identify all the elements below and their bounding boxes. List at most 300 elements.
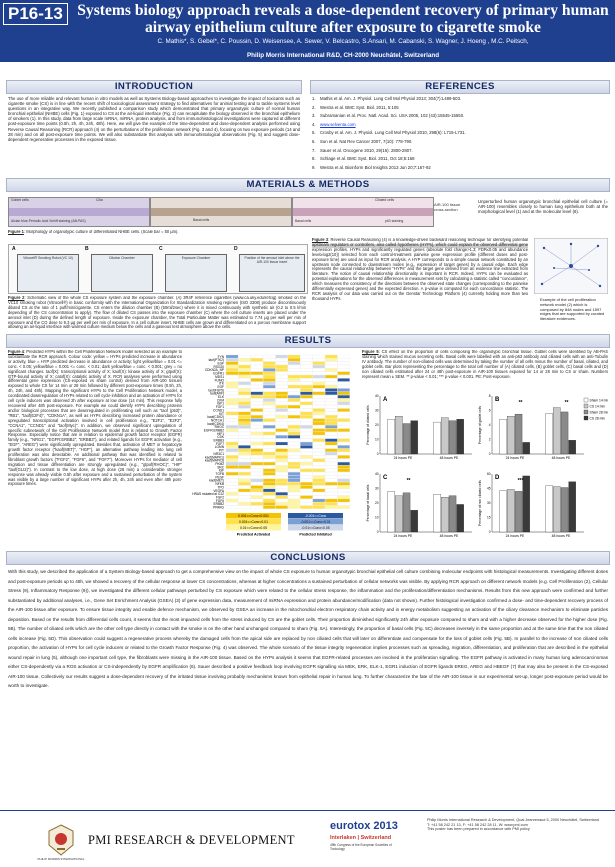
heatmap-cell [288,432,300,435]
heatmap-cell [325,375,337,378]
heatmap-cell [263,489,275,492]
aerosol-inlet-box [239,254,305,292]
heatmap-cell [338,462,350,465]
heatmap-cell [300,399,312,402]
reference-number: 5. [312,130,316,136]
chart-bar [546,413,553,454]
heatmap-cell [276,382,288,385]
heatmap-cell [276,486,288,489]
heatmap-cell [238,419,250,422]
heatmap-cell [276,372,288,375]
chart-x-tick: 24 hours PE [505,456,525,460]
reference-number: 7. [312,147,316,153]
heatmap-cell [338,395,350,398]
heatmap-row-label: RHOC [214,425,224,430]
chart-bar [395,496,402,532]
heatmap-cell [226,496,238,499]
heatmap-cell [313,388,325,391]
heatmap-cell [263,455,275,458]
heatmap-cell [263,465,275,468]
heatmap-cell [251,362,263,365]
heatmap-cell [300,472,312,475]
heatmap-cell [276,419,288,422]
chart-y-tick: 2 [488,437,491,442]
heatmap-cell [276,442,288,445]
panel-title: Dilution Chamber [109,256,135,260]
company-name: PMI RESEARCH & DEVELOPMENT [88,833,295,847]
chart-bar [395,416,402,454]
heatmap-cell [263,439,275,442]
heatmap-cell [325,449,337,452]
heatmap-cell [300,449,312,452]
eurotox-logo [330,818,406,858]
heatmap-cell [226,392,238,395]
chart-y-tick: 0 [376,452,379,457]
chart-x-tick: 24 hours PE [505,534,525,538]
heatmap-cell [288,405,300,408]
heatmap-cell [238,492,250,495]
chart-panel-label: A [383,397,388,403]
heatmap-cell [276,388,288,391]
reference-item [312,112,607,121]
reference-item[interactable] [312,121,607,130]
heatmap-cell [251,486,263,489]
heatmap-cell [263,459,275,462]
reference-number: 2. [312,104,316,110]
heatmap-cell [251,496,263,499]
chart-bar [569,440,576,454]
heatmap-cell [338,479,350,482]
heatmap-cell [325,482,337,485]
heatmap-cell [300,362,312,365]
heatmap-cell [226,362,238,365]
figure1-side-text: Unperturbed human organotypic bronchial epithelial cell culture (= AIR-100) resembles closely to human lung epithelium both at the morphological level (1) and at the molecular level (8). [478,199,608,215]
chart-x-tick: 48 hours PE [551,534,571,538]
heatmap-cell [325,496,337,499]
heatmap-cell [238,412,250,415]
heatmap-cell [300,432,312,435]
heatmap-cell [276,425,288,428]
legend-label: -0.001<=Conc [304,514,327,519]
conclusions-text: With this study, we described the application of a System Biology-based approach to get a comprehensive view on the impact of whole CS exposure to human organotypic bronchial epithelial cell culture combining molecular endpoints with histological measurements. Investigating different doses and post-exposure periods up to 48h, we showed a recovery of the cellular response at lower CS concentrations, whereas at higher concentrations a sustained perturbation of cellular networks was visible. By applying RCR approach on different network models (e.g. Cell Proliferation (2), Cellular Stress (9), Inflammatory Response (9)), we investigated the different cellular pathways perturbed by CS exposure which were related to the cellular stress response, the inflammation and the proliferation/differentiation mechanisms. Results from this new approach were confirmed and further substantiated by additional analyses, i.e., Gene Set Enrichment Analysis (GSEA) (3) of gene expression data, measurement of miRNA expression and protein abundance/modification (data not shown). Further histological investigation confirmed a dose- and time-dependent recovery process of the AIR-100 tissue after exposure. To ensure tissue integrity and enable defence mechanism, we observed by GSEA an increase in the mitochondrial electron respiratory chain activity and in energy metabolism suggesting an activation of the ciliary clearance mechanism to eliminate particles deposition. Based on the results from differential cells count, it seems that the most impacted cells from the stress induced by CS are the goblet cells. Their proportion diminished significantly 24h after exposure compared to sham and with a higher decrease observed for the higher dose (Fig. 5B). The number of ciliated cells which are the other cell type directly in contact with the smoke is on the other hand unchanged compared to sham (Fig. 5A). Interestingly, the proportion of basal cells (Fig. 5C) decreases inversely in the same proportion and at the same time that the non ciliated cells increase (Fig. 5D). This observation could suggest a regenerative process whereby the damaged cells from the apical side are replaced by non ciliated cells that will later on differentiate and compensate for the loss of goblet cells (Fig. 5B). In parallel to the increase of non ciliated cells proportion, the activation of HYPs for cell cycle inducers or related to the Growth Factor Response (Fig. 4) was observed. The whole scenario of the tissue integrity regeneration implies processes such as spreading, migration, differentiation, and proliferation that are described in the epithelial wound repair in lung (5), although one important cell type, the fibroblasts were missing in the AIR-100 tissue. Based on the HYPs analysis it seems that EGFR-related processes are involved in the proliferation signalling. The EGFR pathway is activated in many human lung adenocarcinomas either CS-dependently via a ROS activation or CS-independently by EGFR amplification (6). Sauer described a positive feedback loop involving EGFR signalling via MEK, ERK, ELK-1, EGR1 induction of EGFR ligands EREG, AREG and HBEGF (7) that may also be present in the CS-exposed AIR-100 tissue. Collectively our results suggest a dose-dependent recovery of the irritated tissue involving probably mechanisms known from epithelial repair in human lung. To further characterize the fate of the AIR-100 tissue in our experimental set-up, longer post-exposure period would be worth to investigate. [8,569,608,688]
figure5-charts [362,390,608,544]
heatmap-cell [226,499,238,502]
heatmap-cell [325,435,337,438]
heatmap-cell [313,412,325,415]
heatmap-cell [263,382,275,385]
chart-panel-label: C [383,475,388,481]
heatmap-cell [325,365,337,368]
heatmap-cell [226,472,238,475]
chart-y-tick: 15 [486,515,491,520]
chart-bar [403,424,410,454]
heatmap-cell [338,486,350,489]
heatmap-cell [238,392,250,395]
heatmap-cell [288,375,300,378]
heatmap-cell [338,496,350,499]
heatmap-cell [288,395,300,398]
heatmap-cell [325,459,337,462]
heatmap-cell [313,355,325,358]
heatmap-cell [325,476,337,479]
chart-legend-swatch [584,404,588,408]
heatmap-cell [300,402,312,405]
heatmap-cell [263,476,275,479]
heatmap-cell [313,486,325,489]
heatmap-cell [300,358,312,361]
panel-label: D [234,246,238,252]
heatmap-cell [288,358,300,361]
legend-label: 0.01<=Conc<0.05 [239,526,268,531]
heatmap-row-label: HRAS mutated at G12 [192,492,224,497]
heatmap-cell [251,382,263,385]
smoking-robot-box [17,254,79,292]
chart-x-tick: 48 hours PE [551,456,571,460]
heatmap-cell [226,415,238,418]
chart-y-label: Percentage of goblet cells [478,406,482,444]
heatmap-cell [251,399,263,402]
heatmap-cell [325,355,337,358]
heatmap-cell [263,415,275,418]
heatmap-cell [263,445,275,448]
poster-header [0,0,615,62]
heatmap-row-label: EGF [217,361,224,366]
heatmap-cell [263,502,275,505]
heatmap-cell [238,399,250,402]
heatmap-cell [251,432,263,435]
heatmap-row-label: CDK [217,435,224,440]
chart-bar [411,510,418,532]
heatmap-cell [338,435,350,438]
heatmap-cell [226,455,238,458]
heatmap-cell [313,439,325,442]
heatmap-cell [338,455,350,458]
reference-text: Sauer et al. Oncogene 2010, 29(16): 2800-2807. [320,147,413,153]
heatmap-cell [288,449,300,452]
heatmap-cell [251,358,263,361]
heatmap-cell [226,459,238,462]
figure2-caption: Figure 2: Schematic view of the whole CS exposure system and the exposure chamber. (A) 3R4F reference cigarettes (www.ca.uky.edu/refcig) smoked on the VC10 smoking robot (Vitrocell®) in basic conformity with the International Organization for Standardization smoking regimen (ISO 3308) produce discontinuously diluted CS at the rate of 1 puff/min/cigarette. CS enters the dilution chamber (B) (50ml/2sec) where it is mixed continuously with synthetic air (0.2 to 0.5 l/min depending of the CS concentration to apply). The flow of diluted CS passes into the exposure chamber (C) where the cell culture inserts are placed under the aerosol inlet (D) during the defined length of exposure. Inside the exposure chamber, the Total Particulate Matter was estimated to 7.74 µg per well per min of exposure and the CO dose to 9.3 µg per well per min of exposure. In a cell culture insert, NHBE cells are grown and differentiated on a porous membrane support allowing an air-liquid interface with warmed culture medium below the cells and a gaseous test atmosphere above the cells. [8,296,306,330]
heatmap-cell [338,482,350,485]
figure2-schematic [8,244,308,294]
network-model-thumbnail [534,238,608,294]
heatmap-cell [288,489,300,492]
reference-link[interactable]: www.selventa.com [320,121,356,127]
heatmap-row-label: taof(ARF) [210,391,224,396]
heatmap-row-label: NFKB [215,482,224,487]
legend-label: -0.01<=Conc<0.05 [301,526,330,531]
heatmap-row-label: FYN [217,354,224,359]
heatmap-cell [238,442,250,445]
heatmap-cell [325,425,337,428]
micrograph-label: p63 staining [385,219,404,223]
heatmap-cell [313,465,325,468]
heatmap-cell [238,425,250,428]
heatmap-cell [226,435,238,438]
heatmap-cell [313,482,325,485]
heatmap-cell [238,499,250,502]
heatmap-cell [276,412,288,415]
heatmap-cell [325,422,337,425]
heatmap-cell [325,465,337,468]
heatmap-cell [325,402,337,405]
heatmap-cell [276,385,288,388]
heatmap-cell [238,449,250,452]
heatmap-cell [325,502,337,505]
chart-y-tick: 45 [486,486,491,491]
heatmap-cell [288,442,300,445]
heatmap-cell [338,388,350,391]
heatmap-cell [313,445,325,448]
heatmap-cell [338,442,350,445]
heatmap-cell [226,492,238,495]
heatmap-cell [251,365,263,368]
heatmap-cell [238,459,250,462]
heatmap-cell [313,382,325,385]
heatmap-cell [263,412,275,415]
heatmap-cell [300,368,312,371]
heatmap-cell [238,382,250,385]
heatmap-cell [338,452,350,455]
heatmap-cell [288,409,300,412]
contact-info: Philip Morris International Research & Development, Quai Jeanrenaud 5, 2000 Neuchâtel, Switzerland T: +41 58 242 21 13, F: +41 58 242 28 11, W: www.pmi.com This poster has been prepared in accordance with PMI policy [427,818,600,831]
heatmap-cell [263,368,275,371]
heatmap-cell [276,409,288,412]
heatmap-row-label: EGF [217,384,224,389]
heatmap-row-label: FGF6 [215,498,224,503]
heatmap-cell [263,362,275,365]
heatmap-cell [313,425,325,428]
heatmap-cell [338,365,350,368]
heatmap-cell [263,388,275,391]
heatmap-row-label: CCND1 [213,408,224,413]
heatmap-cell [300,409,312,412]
heatmap-cell [313,449,325,452]
heatmap-cell [338,506,350,509]
heatmap-cell [300,459,312,462]
heatmap-cell [313,506,325,509]
heatmap-cell [276,422,288,425]
heatmap-cell [263,435,275,438]
heatmap-cell [251,405,263,408]
chart-bar [523,442,530,454]
heatmap-cell [300,479,312,482]
heatmap-cell [338,362,350,365]
heatmap-cell [251,392,263,395]
heatmap-cell [238,435,250,438]
heatmap-row-label: EGFR:ERBB2 [203,428,224,433]
heatmap-cell [263,496,275,499]
heatmap-cell [288,506,300,509]
heatmap-cell [288,455,300,458]
heatmap-cell [300,419,312,422]
heatmap-cell [338,422,350,425]
heatmap-cell [288,469,300,472]
heatmap-row-label: FGF1 [215,405,224,410]
chart-y-tick: 40 [374,472,379,477]
heatmap-cell [251,395,263,398]
heatmap-cell [263,395,275,398]
heatmap-cell [251,402,263,405]
heatmap-cell [288,419,300,422]
heatmap-cell [338,412,350,415]
heatmap-cell [313,362,325,365]
dilution-chamber-box [91,254,153,292]
heatmap-cell [251,469,263,472]
heatmap-cell [288,486,300,489]
heatmap-row-label: taof(PTK2) [208,358,224,363]
event-location: Interlaken | Switzerland [330,835,392,841]
heatmap-cell [263,469,275,472]
heatmap-cell [300,422,312,425]
heatmap-cell [288,439,300,442]
heatmap-cell [313,385,325,388]
heatmap-cell [300,375,312,378]
heatmap-cell [338,375,350,378]
author-list: C. Mathis*, S. Gebel*, C. Poussin, D. Weisensee, A. Sewer, V. Belcastro, S.Ansari, M. Cabanski, S. Wagner, J. Hoeng , M.C. Peitsch, [157,38,529,45]
heatmap-cell [300,382,312,385]
panel-title: Vitrocell® Smoking Robot (VC 10) [23,256,73,260]
heatmap-cell [313,405,325,408]
heatmap-cell [251,409,263,412]
heatmap-cell [251,385,263,388]
heatmap-cell [313,462,325,465]
heatmap-row-label: FGF2 [215,495,224,500]
heatmap-cell [251,442,263,445]
chart-bar [441,418,448,454]
heatmap-cell [313,502,325,505]
legend-label: 0.001<=Conc<0.001 [238,514,269,519]
heatmap-cell [226,462,238,465]
heatmap-cell [226,355,238,358]
chart-bar [569,482,576,532]
heatmap-cell [313,489,325,492]
panel-title: Exposure Chamber [181,256,211,260]
heatmap-row-label: kaof(CDK2) [207,415,224,420]
heatmap-cell [288,382,300,385]
heatmap-row-label: ELK [217,395,224,400]
heatmap-cell [251,459,263,462]
heatmap-cell [238,439,250,442]
tissue-band [9,208,149,216]
bar-charts-svg [362,390,608,544]
heatmap-cell [325,469,337,472]
reference-text: Westra et al. Bioinform Biol Insights 2013 Jun 20;7:167-92 [320,164,431,170]
heatmap-cell [238,395,250,398]
heatmap-cell [251,439,263,442]
heatmap-cell [226,388,238,391]
chart-legend-label: Sham 14 min [589,398,608,403]
introduction-text: The use of more reliable and relevant human in vitro models as well as Systems Biology-based approaches to investigate the impact of toxicants such as cigarette smoke (CS) is in line with the recent shift of toxicological assessment strategy to find alternatives for animal testing and to tackle systems level questions in an integrative way. We recently published a comparison study which demonstrated that primary organotypic culture of normal human bronchial epithelial (NHBE) cells (Fig. 1) exposed to CS at the air-liquid interface (Fig. 2) can recapitulate the biology observed in the bronchial epithelium of smokers (1). In this study, data from large scale mRNA, miRNA, protein analysis, and from immunohistological investigations were captured at different post-exposure time points (0.5h, 2h, 4h, 24h, 48h). Here, we will give the example of the time-dependent and dose-dependent analysis performed using Reverse Causal Reasoning (RCR) approach (4) on the perturbations of the proliferation network (Fig. 3 and 4), focusing on two exposure periods (14 and 28 min) and on all post-exposure time points. We will also substantiate this analysis with immunohistological observations (Fig. 5) and suggest dose-dependent regenerative processes in the exposed tissue. [8,96,300,142]
heatmap-cell [238,476,250,479]
chart-bar [561,412,568,454]
heatmap-cell [276,469,288,472]
heatmap-row-label: VEGFA [213,488,224,493]
chart-bar [457,504,464,532]
legend-header: Predicted Activated [236,532,271,537]
heatmap-row-label: HIF1 [217,431,224,436]
heatmap-cell [338,429,350,432]
heatmap-cell [325,385,337,388]
heatmap-cell [338,499,350,502]
chart-bar [507,489,514,532]
heatmap-cell [325,462,337,465]
chart-x-tick: 24 hours PE [393,456,413,460]
heatmap-cell [238,415,250,418]
heatmap-cell [276,415,288,418]
heatmap-cell [300,496,312,499]
heatmap-cell [338,502,350,505]
chart-legend-swatch [584,416,588,420]
reference-text: Subramanian et al. Proc. Natl. Acad. Sci. USA 2005, 102 (43):15545-15550. [320,113,465,119]
heatmap-cell [313,375,325,378]
heatmap-cell [263,392,275,395]
section-header-references: REFERENCES [310,80,610,94]
heatmap-cell [325,409,337,412]
heatmap-cell [251,482,263,485]
heatmap-row-label: IGF [218,468,224,473]
heatmap-cell [338,405,350,408]
chart-y-tick: 30 [486,501,491,506]
heatmap-cell [288,412,300,415]
heatmap-cell [276,499,288,502]
chart-x-tick: 48 hours PE [439,456,459,460]
heatmap-cell [238,409,250,412]
heatmap-row-label: NR3C1 [213,451,224,456]
heatmap-cell [263,375,275,378]
micrograph-label: Goblet cells [11,198,29,202]
heatmap-cell [338,382,350,385]
heatmap-cell [263,402,275,405]
panel-label: B [85,246,89,252]
heatmap-cell [276,365,288,368]
heatmap-cell [288,415,300,418]
heatmap-cell [288,385,300,388]
heatmap-cell [251,445,263,448]
reference-number: 8. [312,156,316,162]
chart-bar [403,493,410,532]
heatmap-cell [288,422,300,425]
figure4-caption: Figure 4: Predicted HYPs within the Cell Proliferation Network model selected as an example to substantiate the RCR approach. Colour code: yellow = HYPs predicted increase in abundance or activity, blue = HYP predicted decrease in abundance or activity; light yellow/blue = 0.01 <= conc. < 0.05; yellow/blue = 0.001 <= conc. < 0.01; dark yellow/blue = conc. < 0.001; grey = no significant changes. taof(X): transcriptional activity of X; kaof(X): kinase activity of X; gtpof(X): GTP-bound activity of X; catof(X): catalytic activity of X. RCR analyses were performed using differential gene expression (CS-exposed vs sham control) derived from AIR-100 tissues exposed to whole CS for 14 min or 28 min followed by different post-exposure times (0.5h, 2h, 4h, 24h, and 48h). Mapping the significant HYPs to the Cell Proliferation Network model, a coordinated downregulation of HYPs related to cell cycle inhibition and an activation of HYPs for cell cycle inducers was observed 2h after exposure at low dose (14 min). This response fully recovered after 48h post-exposure. For example we could identify HYPs describing proteins and/or biological processes that are downregulated in proliferating cell such as "taof (p53)", "RB1", "taof(E2F4)", "CDKN1A", as well as HYPs describing increased protein abundance or upregulated transcriptional activation involved in cell proliferation e.g., "E2F1", "E2F2", "CCNA1", "CCND1" and "taof(Myc)". In addition, we observed significant upregulation of specific subnetwork of the Cell Proliferation Network model that is related to Growth Factor Response. Especially notice that are in relation to epidermal growth factor receptor (EGFR) family (e.g., "NRG1", "EGFR:ERBB2", "ERBB3"), and related ligands for EGFR activation (e.g., "EGF", "AREG") were significantly upregulated. Besides that, activation of MET or hepatocyte growth factor receptor ("kaof(MET)", "HGF"), an alternative pathway leading into lung cell proliferation was also detectable. An additional pathway that was identified is related to fibroblast growth factors ("FGF2", "FGF6", and "FGF7"). Moreover HYPs for mediator of cell migration and tissue differentiation are strongly upregulated (e.g., "gtpof(RHOC)", "HIF" "taof(GLI2)"). In contrast to the low dose, at high dose (28 min) a considerable stronger response was already visible 0.5h after exposure and a sustained perturbation of the system was visible by a large number of significant HYPs after 2h, 4h, 24h and even after 48h post-exposure times. [8,350,182,487]
heatmap-cell [226,372,238,375]
reference-item [312,147,607,156]
heatmap-row-label: PIT [219,448,224,453]
heatmap-cell [276,378,288,381]
heatmap-cell [263,486,275,489]
chart-y-tick: 20 [374,501,379,506]
heatmap-cell [300,499,312,502]
heatmap-row-label: MDS1 [215,374,224,379]
micrograph-abpas [8,197,150,227]
heatmap-cell [238,506,250,509]
heatmap-row-label: FGF7 [215,441,224,446]
heatmap-cell [251,455,263,458]
heatmap-cell [338,489,350,492]
chart-bar [523,476,530,532]
heatmap-cell [226,486,238,489]
chart-panel-label: B [495,397,500,403]
chart-bar [441,497,448,532]
heatmap-cell [226,419,238,422]
heatmap-cell [276,479,288,482]
heatmap-cell [338,378,350,381]
heatmap-cell [226,412,238,415]
heatmap-cell [226,382,238,385]
micrograph-side-label: AIR-100 tissue cross-section [434,202,461,212]
heatmap-cell [288,372,300,375]
heatmap-cell [313,469,325,472]
heatmap-cell [338,399,350,402]
